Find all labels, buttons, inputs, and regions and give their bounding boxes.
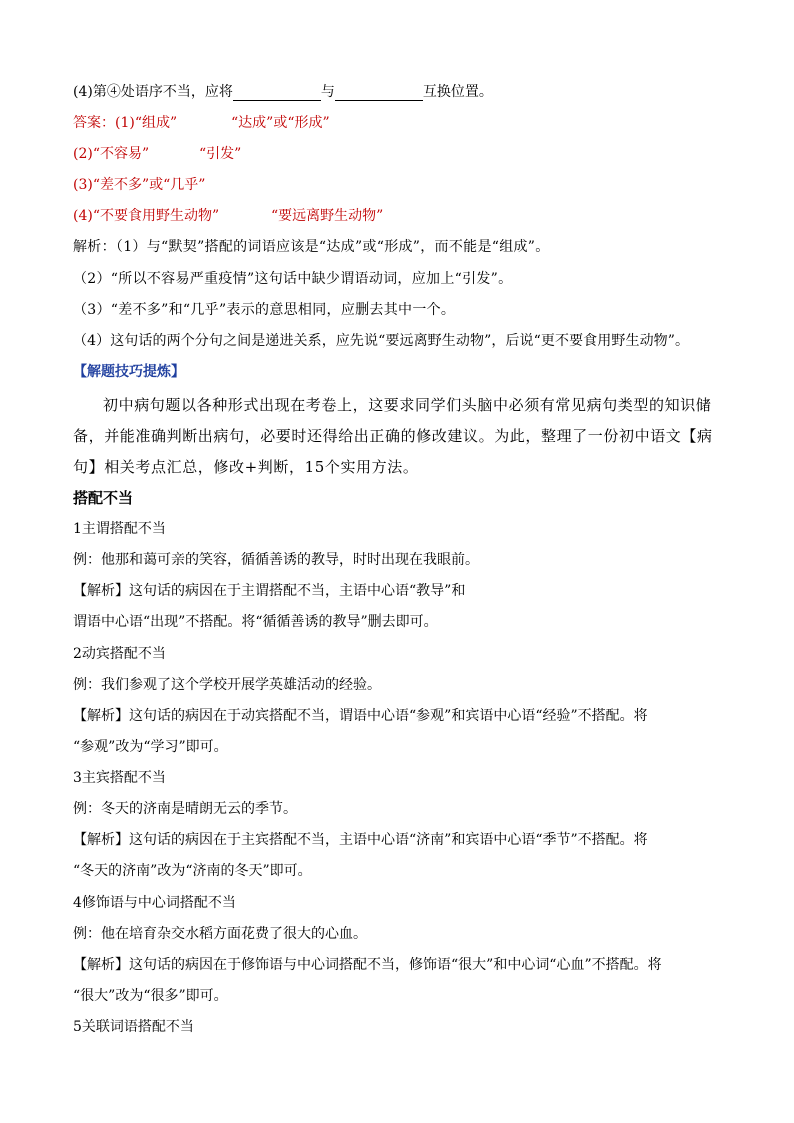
answer-3: (3)“差不多”或“几乎” xyxy=(73,177,206,193)
item-1-analysis-2: 谓语中心语“出现”不搭配。将“循循善诱的教导”删去即可。 xyxy=(73,614,438,630)
answer-4b: “要远离野生动物” xyxy=(271,208,384,224)
answer-2a: (2)“不容易” xyxy=(73,146,150,162)
item-4-analysis-2: “很大”改为“很多”即可。 xyxy=(73,988,228,1004)
answer-1a: (1)“组成” xyxy=(115,115,178,131)
section-title: 搭配不当 xyxy=(73,489,134,507)
q4-prefix: (4)第④处语序不当，应将 xyxy=(73,84,233,100)
answer-line-2 xyxy=(73,145,242,163)
analysis-label: 解析： xyxy=(73,239,116,255)
item-4-title: 4修饰语与中心词搭配不当 xyxy=(73,895,236,911)
answer-2b: “引发” xyxy=(199,146,242,162)
item-1-analysis-1: 【解析】这句话的病因在于主谓搭配不当，主语中心语“教导”和 xyxy=(73,583,466,599)
tips-intro: 初中病句题以各种形式出现在考卷上，这要求同学们头脑中必须有常见病句类型的知识储备，并能准确判断出病句，必要时还得给出正确的修改建议。为此，整理了一份初中语文【病句】相关考点汇总，修改+判断，15个实用方法。 xyxy=(73,396,713,476)
tips-heading: 【解题技巧提炼】 xyxy=(73,364,185,380)
q4-suffix: 互换位置。 xyxy=(422,84,493,100)
analysis-line-1 xyxy=(73,238,550,256)
analysis-line-3: （3）“差不多”和“几乎”表示的意思相同，应删去其中一个。 xyxy=(73,302,456,318)
item-3-example: 例：冬天的济南是晴朗无云的季节。 xyxy=(73,801,297,817)
analysis-line-4: （4）这句话的两个分句之间是递进关系，应先说“要远离野生动物”，后说“更不要食用野生动物”。 xyxy=(73,333,690,349)
analysis-1: （1）与“默契”搭配的词语应该是“达成”或“形成”，而不能是“组成”。 xyxy=(115,239,550,255)
item-2-analysis-2: “参观”改为“学习”即可。 xyxy=(73,739,228,755)
item-1-title: 1主谓搭配不当 xyxy=(73,521,166,537)
item-3-analysis-2: “冬天的济南”改为“济南的冬天”即可。 xyxy=(73,863,312,879)
item-3-analysis-1: 【解析】这句话的病因在于主宾搭配不当，主语中心语“济南”和宾语中心语“季节”不搭配。将 xyxy=(73,832,648,848)
item-2-title: 2动宾搭配不当 xyxy=(73,646,166,662)
item-4-analysis-1: 【解析】这句话的病因在于修饰语与中心词搭配不当，修饰语“很大”和中心词“心血”不搭配。将 xyxy=(73,957,662,973)
fill-blank-2 xyxy=(335,86,423,101)
item-4-example: 例：他在培育杂交水稻方面花费了很大的心血。 xyxy=(73,926,367,942)
item-3-title: 3主宾搭配不当 xyxy=(73,770,166,786)
item-1-example: 例：他那和蔼可亲的笑容，循循善诱的教导，时时出现在我眼前。 xyxy=(73,552,479,568)
analysis-line-2: （2）“所以不容易严重疫情”这句话中缺少谓语动词，应加上“引发”。 xyxy=(73,271,513,287)
item-2-analysis-1: 【解析】这句话的病因在于动宾搭配不当，谓语中心语“参观”和宾语中心语“经验”不搭配。将 xyxy=(73,708,648,724)
answer-line-1 xyxy=(73,114,330,132)
answer-4a: (4)“不要食用野生动物” xyxy=(73,208,220,224)
answer-label: 答案： xyxy=(73,115,115,131)
answer-line-4 xyxy=(73,207,384,225)
answer-1b: “达成”或“形成” xyxy=(231,115,330,131)
q4-mid: 与 xyxy=(320,84,335,100)
answer-line-3 xyxy=(73,176,205,194)
question-4 xyxy=(73,83,493,101)
item-2-example: 例：我们参观了这个学校开展学英雄活动的经验。 xyxy=(73,677,381,693)
fill-blank-1 xyxy=(233,86,321,101)
item-5-title: 5关联词语搭配不当 xyxy=(73,1019,194,1035)
